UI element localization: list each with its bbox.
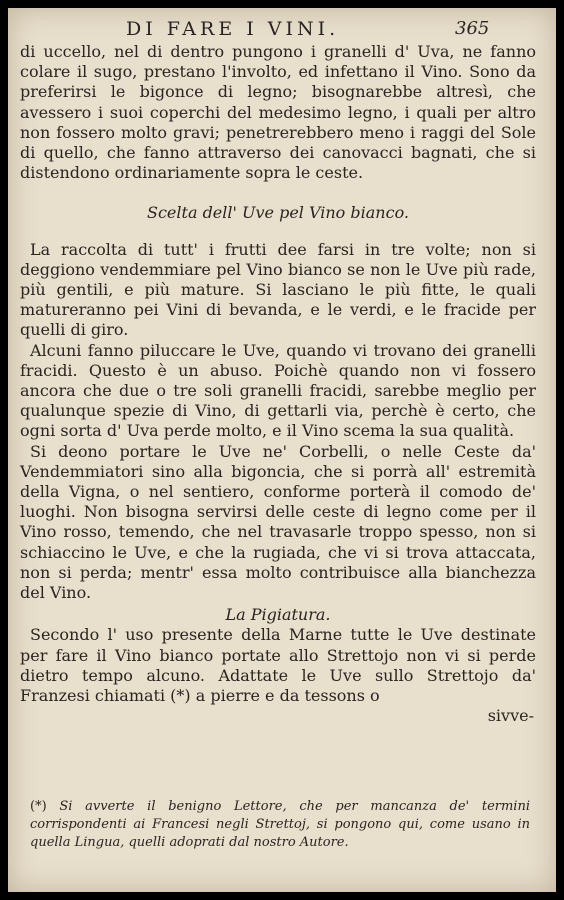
page-header [8, 18, 556, 44]
footnote-mark: (*) [30, 799, 47, 814]
section-heading: La Pigiatura. [225, 605, 331, 625]
paragraph: di uccello, nel di dentro pungono i granelli d' Uva, ne fanno colare il sugo, prestano l'involto, ed infettano il Vino. Sono da preferirsi le bigonce di legno; bisognarebbe altresì, che avessero i suoi coperchi del medesimo legno, i quali per altro non fossero molto gravi; penetrerebbero meno i raggi del Sole di quello, che fanno attraverso dei canovacci bagnati, che si distendono ordinariamente sopra le ceste. [20, 42, 536, 183]
section-heading: Scelta dell' Uve pel Vino bianco. [147, 203, 409, 223]
book-page [8, 8, 556, 892]
page-number: 365 [455, 18, 490, 39]
paragraph: La raccolta di tutt' i frutti dee farsi in tre volte; non si deggiono vendemmiare pel Vino bianco se non le Uve più rade, più gentili, e più mature. Si lasciano le più fitte, le quali matureranno pei Vini di bevanda, e le verdi, e le fracide per quelli di giro. [20, 239, 536, 340]
paragraph: Alcuni fanno piluccare le Uve, quando vi trovano dei granelli fracidi. Questo è un abuso. Poichè quando non vi fossero ancora che due o tre soli granelli fracidi, sarebbe meglio per qualunque spezie di Vino, di gettarli via, perchè è certo, che ogni sorta d' Uva perde molto, e il Vino scema la sua qualità. [20, 340, 536, 441]
body-text [20, 42, 536, 727]
catchword: sivve- [487, 706, 534, 726]
footnote-text: Si avverte il benigno Lettore, che per mancanza de' termini corrispondenti ai Francesi negli Strettoj, si pongono qui, come usano in quella Lingua, quelli adoprati dal nostro Autore. [30, 799, 530, 850]
paragraph: Si deono portare le Uve ne' Corbelli, o nelle Ceste da' Vendemmiatori sino alla bigoncia, che si porrà all' estremità della Vigna, o nel sentiero, conforme porterà il comodo de' luoghi. Non bisogna servirsi delle ceste di legno come per il Vino rosso, temendo, che nel travasarle troppo spesso, non si schiaccino le Uve, e che la rugiada, che vi si trova attaccata, non si perda; mentr' essa molto contribuisce alla bianchezza del Vino. [20, 441, 536, 603]
running-title: DI FARE I VINI. [126, 18, 340, 40]
footnote [30, 798, 530, 852]
paragraph: Secondo l' uso presente della Marne tutte le Uve destinate per fare il Vino bianco portate allo Strettojo non vi si perde dietro tempo alcuno. Adattate le Uve sullo Strettojo da' Franzesi chiamati (*) a pierre e da tessons o [20, 625, 536, 706]
